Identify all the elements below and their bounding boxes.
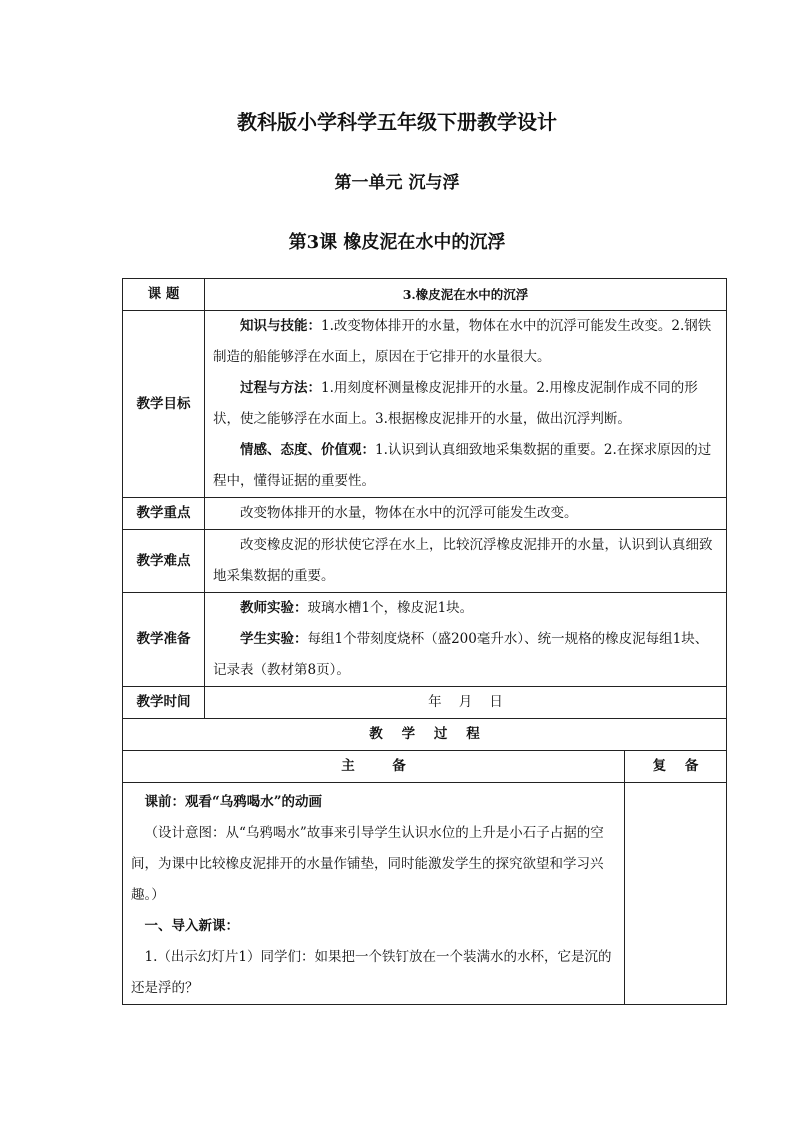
prep-cell [205,593,727,687]
topic-row [123,279,727,311]
topic-label: 课 题 [123,279,205,311]
difficulty-cell [205,530,727,593]
goal-knowledge [213,311,718,373]
goal-knowledge-text: 1.改变物体排开的水量，物体在水中的沉浮可能发生改变。2.钢铁制造的船能够浮在水面上，原因在于它排开的水量很大。 [213,318,712,365]
prep-label: 教学准备 [123,593,205,687]
goal-process-text: 1.用刻度杯测量橡皮泥排开的水量。2.用橡皮泥制作成不同的形状，使之能够浮在水面上。3.根据橡皮泥排开的水量，做出沉浮判断。 [213,380,698,427]
goals-cell [205,311,727,498]
goal-process [213,373,718,435]
prep-teacher-text: 玻璃水槽1个，橡皮泥1块。 [307,600,474,616]
prep-teacher [213,593,718,624]
lesson-plan-table [122,278,727,1005]
process-main-cell [123,783,625,1005]
key-label: 教学重点 [123,498,205,530]
intro-item-1: 1.（出示幻灯片1）同学们：如果把一个铁钉放在一个装满水的水杯，它是沉的还是浮的？ [131,949,612,996]
section-intro-heading: 一、导入新课： [144,918,239,934]
goal-knowledge-head: 知识与技能： [240,318,321,334]
key-cell [205,498,727,530]
unit-title: 第一单元 沉与浮 [334,173,460,193]
review-column-header: 复 备 [625,751,727,783]
goals-row [123,311,727,498]
prep-row [123,593,727,687]
time-value: 年 月 日 [205,687,727,719]
prep-student [213,624,718,686]
prep-student-text: 每组1个带刻度烧杯（盛200毫升水）、统一规格的橡皮泥每组1块、记录表（教材第8页）。 [213,631,709,678]
key-value: 改变物体排开的水量，物体在水中的沉浮可能发生改变。 [240,505,578,521]
process-header: 教 学 过 程 [123,719,727,751]
pre-class-heading: 课前：观看“乌鸦喝水”的动画 [144,794,323,810]
difficulty-value: 改变橡皮泥的形状使它浮在水上，比较沉浮橡皮泥排开的水量，认识到认真细致地采集数据的重要。 [213,537,713,584]
prep-student-head: 学生实验： [240,631,308,647]
process-body-row [123,783,727,1005]
goal-attitude-text: 1.认识到认真细致地采集数据的重要。2.在探求原因的过程中，懂得证据的重要性。 [213,442,712,489]
goals-label: 教学目标 [123,311,205,498]
goal-attitude [213,435,718,497]
design-intent: （设计意图：从“乌鸦喝水”故事来引导学生认识水位的上升是小石子占据的空间，为课中比较橡皮泥排开的水量作铺垫，同时能激发学生的探究欲望和学习兴趣。） [131,825,604,903]
key-row [123,498,727,530]
goal-attitude-head: 情感、态度、价值观： [240,442,375,458]
main-column-header: 主 备 [123,751,625,783]
columns-header-row [123,751,727,783]
document-title: 教科版小学科学五年级下册教学设计 [237,110,557,134]
difficulty-label: 教学难点 [123,530,205,593]
prep-teacher-head: 教师实验： [240,600,308,616]
time-label: 教学时间 [123,687,205,719]
goal-process-head: 过程与方法： [240,380,321,396]
process-review-cell [625,783,727,1005]
lesson-title: 第3课 橡皮泥在水中的沉浮 [288,232,506,253]
topic-value: 3.橡皮泥在水中的沉浮 [205,279,727,311]
time-row [123,687,727,719]
difficulty-row [123,530,727,593]
process-header-row [123,719,727,751]
